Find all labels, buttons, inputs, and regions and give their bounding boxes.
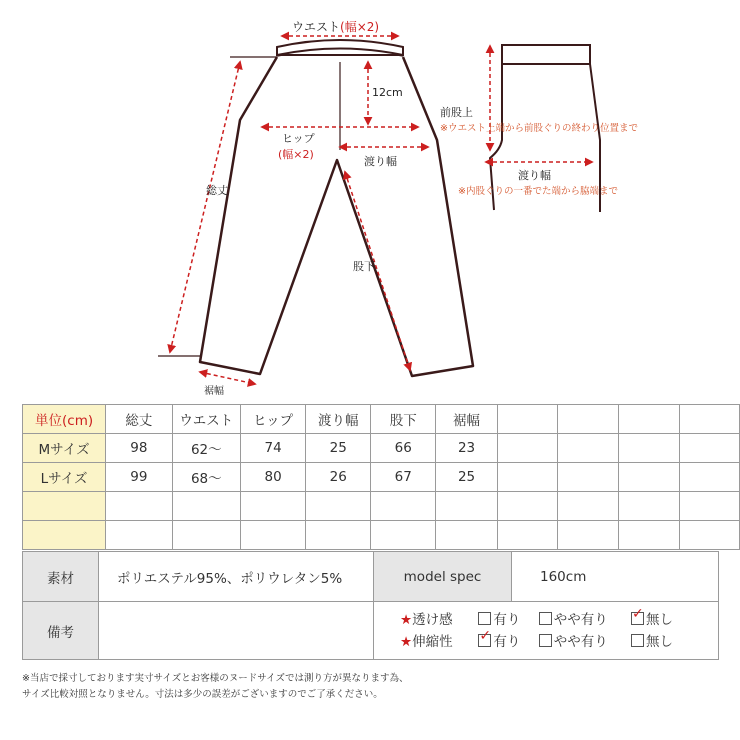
size-name: Mサイズ — [23, 434, 106, 463]
material-label: 素材 — [23, 552, 99, 602]
stretch-option-no: 無し — [631, 634, 673, 650]
header-empty — [558, 405, 619, 434]
table-cell — [618, 434, 679, 463]
fabric-properties — [374, 602, 719, 660]
table-cell — [618, 492, 679, 521]
header-hem: 裾幅 — [436, 405, 498, 434]
table-cell — [172, 521, 240, 550]
front-rise-label: 前股上 — [440, 106, 473, 119]
spec-table — [22, 551, 719, 660]
sheer-row — [400, 605, 718, 631]
side-thigh-label: 渡り幅 — [518, 169, 551, 182]
star-icon: ★ — [400, 611, 413, 628]
table-cell — [371, 492, 436, 521]
model-spec-label: model spec — [374, 552, 512, 602]
table-cell — [558, 521, 619, 550]
table-cell: 26 — [306, 463, 371, 492]
checkbox-icon — [539, 612, 552, 625]
table-cell: 25 — [436, 463, 498, 492]
checkbox-icon — [539, 634, 552, 647]
hem-label: 裾幅 — [204, 386, 224, 397]
table-cell — [498, 492, 558, 521]
header-waist: ウエスト — [172, 405, 240, 434]
header-empty — [618, 405, 679, 434]
table-cell — [618, 521, 679, 550]
table-cell — [558, 434, 619, 463]
thigh-label: 渡り幅 — [364, 155, 397, 168]
material-row — [23, 552, 719, 602]
stretch-option-some: やや有り — [539, 631, 627, 653]
sheer-option-yes: 有り — [478, 609, 534, 631]
inseam-label: 股下 — [353, 260, 375, 273]
size-name — [23, 521, 106, 550]
remarks-row — [23, 602, 719, 660]
remarks-value — [99, 602, 374, 660]
size-name: Lサイズ — [23, 463, 106, 492]
header-total-length: 総丈 — [106, 405, 172, 434]
table-cell — [172, 492, 240, 521]
table-cell — [436, 521, 498, 550]
header-empty — [679, 405, 739, 434]
size-table-header-row — [23, 405, 740, 434]
footnote-line-2: サイズ比較対照となりません。寸法は多少の誤差がございますのでご了承ください。 — [22, 689, 383, 700]
table-cell — [558, 492, 619, 521]
star-icon: ★ — [400, 633, 413, 650]
table-cell — [106, 492, 172, 521]
header-thigh: 渡り幅 — [306, 405, 371, 434]
table-cell: 74 — [241, 434, 306, 463]
table-cell — [679, 463, 739, 492]
size-row-l — [23, 463, 740, 492]
size-row-empty — [23, 521, 740, 550]
checkbox-icon — [631, 634, 644, 647]
table-cell — [436, 492, 498, 521]
header-hip: ヒップ — [241, 405, 306, 434]
table-cell: 68〜 — [172, 463, 240, 492]
sheer-option-some: やや有り — [539, 609, 627, 631]
table-cell: 62〜 — [172, 434, 240, 463]
hip-label: ヒップ — [282, 132, 315, 145]
hip-note: (幅×2) — [278, 148, 314, 161]
remarks-label: 備考 — [23, 602, 99, 660]
size-name — [23, 492, 106, 521]
table-cell — [679, 521, 739, 550]
table-cell: 23 — [436, 434, 498, 463]
table-cell — [679, 434, 739, 463]
table-cell — [371, 521, 436, 550]
table-cell — [241, 521, 306, 550]
front-rise-note: ※ウエスト上端から前股ぐりの終わり位置まで — [440, 123, 638, 134]
checkbox-icon — [478, 612, 491, 625]
stretch-option-yes: ✓ 有り — [479, 627, 521, 650]
table-cell — [498, 434, 558, 463]
model-spec-value: 160cm — [512, 552, 719, 602]
table-cell — [558, 463, 619, 492]
table-cell — [498, 463, 558, 492]
stretch-row — [400, 627, 718, 653]
total-length-label: 総丈 — [206, 184, 228, 197]
sheer-label: 透け感 — [412, 611, 453, 628]
table-cell — [618, 463, 679, 492]
checked-checkbox-icon: ✓ — [478, 634, 491, 647]
sheer-option-no: ✓ 無し — [632, 605, 673, 628]
stretch-label: 伸縮性 — [412, 633, 453, 650]
table-cell — [679, 492, 739, 521]
size-row-m — [23, 434, 740, 463]
waist-label: ウエスト(幅×2) — [292, 20, 380, 34]
header-empty — [498, 405, 558, 434]
checked-checkbox-icon: ✓ — [631, 612, 644, 625]
table-cell — [106, 521, 172, 550]
table-cell — [306, 521, 371, 550]
table-cell — [498, 521, 558, 550]
table-cell: 66 — [371, 434, 436, 463]
table-cell: 80 — [241, 463, 306, 492]
table-cell: 98 — [106, 434, 172, 463]
header-inseam: 股下 — [371, 405, 436, 434]
side-thigh-note: ※内股ぐりの一番でた端から脇端まで — [458, 186, 618, 197]
size-table — [22, 404, 740, 550]
rise-length-label: 12cm — [372, 86, 403, 99]
footnote-line-1: ※当店で採寸しております実寸サイズとお客様のヌードサイズでは測り方が異なります為、 — [22, 673, 409, 684]
unit-header: 単位(cm) — [23, 405, 106, 434]
material-value: ポリエステル95%、ポリウレタン5% — [99, 552, 374, 602]
size-row-empty — [23, 492, 740, 521]
table-cell — [241, 492, 306, 521]
table-cell — [306, 492, 371, 521]
table-cell: 99 — [106, 463, 172, 492]
table-cell: 67 — [371, 463, 436, 492]
pants-front-outline — [200, 57, 473, 376]
table-cell: 25 — [306, 434, 371, 463]
